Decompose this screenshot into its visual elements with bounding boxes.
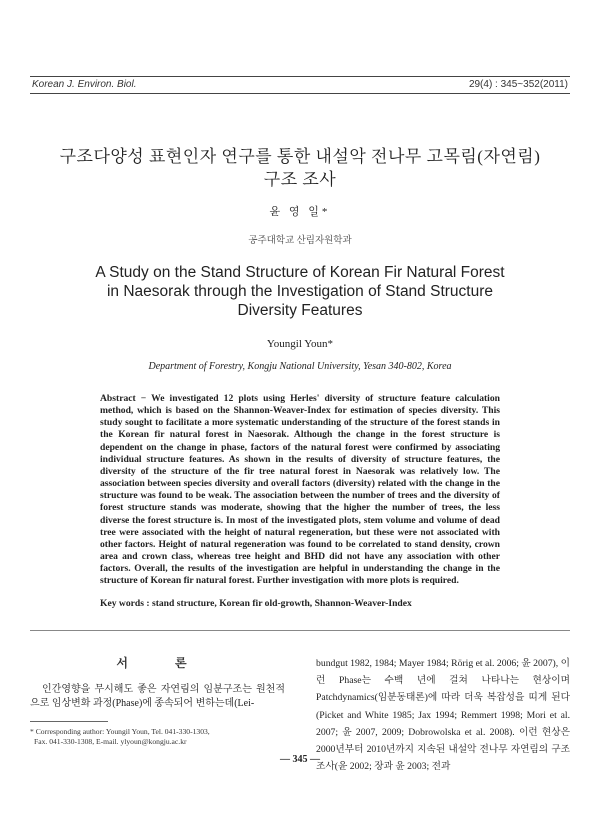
page-number: — 345 — [280,754,320,765]
korean-title-line-2: 구조 조사 [263,170,337,189]
keywords: Key words : stand structure, Korean fir old-growth, Shannon-Weaver-Index [100,598,412,609]
abstract: Abstract − We investigated 12 plots using Herles' diversity of structure feature calculation method, which is based on the Shannon-Weaver-Index for estimation of species diversity. This study sought to facilitate a more systematic understanding of the structure of the forest stands in the Korean fir natural forest in Naesorak. Although the change in the forest structure is dependent on the change in phase, factors of the natural forest were confirmed by associating individual structure features. As shown in the results of diversity of structure features, the diversity of the structure of the fir tree natural forest in Naesorak was relatively low. The association between species diversity and overall factors (diversity) related with the change in the structure was found to be weak. The association between the number of trees and the diversity of forest structure stands was moderate, showing that the higher the number of trees, the less diverse the forest structure is. In most of the investigated plots, stem volume and volume of dead tree were associated with the height of natural regeneration, but these were not associated with other factors. Height of natural regeneration was found to be correlated to stand density, crown area and crown class, whereas tree height and BHD did not have any association with other factors. Overall, the results of the investigation are helpful in understanding the change in the structure of Korean fir natural forest. Further investigation with more plots is required. [100,393,500,587]
korean-affiliation: 공주대학교 산림자원학과 [248,236,352,246]
intro-right-column: bundgut 1982, 1984; Mayer 1984; Rörig et al. 2006; 윤 2007), 이런 Phase는 수백 년에 걸쳐 나타나는 현상이며 Patchdynamics(임분동태론)에 따라 더욱 복잡성을 띠게 된다(Picket and White 1985; Jax 1994; Remmert 1998; Mori et al. 2007; 윤 2007, 2009; Dobrowolska et al. 2008). 이런 현상은 2000년부터 2010년까지 지속된 내설악 전나무 자연림의 구조조사(윤 2002; 장과 윤 2003; 전과 [316,658,570,773]
journal-name: Korean J. Environ. Biol. [32,79,137,90]
english-title-line-3: Diversity Features [237,302,363,319]
english-title [60,263,540,320]
english-author: Youngil Youn* [266,338,334,350]
english-title-line-1: A Study on the Stand Structure of Korean Fir Natural Forest [95,264,505,281]
korean-title-line-1: 구조다양성 표현인자 연구를 통한 내설악 전나무 고목림(자연림) [59,147,541,166]
footnote-rule [30,721,108,722]
header-top-rule [30,76,570,77]
english-title-line-2: in Naesorak through the Investigation of Stand Structure [106,283,493,300]
running-header [30,76,570,94]
section-divider [30,630,570,631]
introduction-heading: 서 론 [116,656,209,670]
korean-author: 윤 영 일* [269,206,331,218]
footnote-line-2: Fax. 041-330-1308, E-mail. ylyoun@kongju.ac.kr [34,737,187,746]
intro-left-column: 인간영향을 무시해도 좋은 자연림의 임분구조는 원천적으로 임상변화 과정(Phase)에 종속되어 변하는데(Lei- [30,684,285,710]
citation: 29(4) : 345~352(2011) [468,79,568,90]
header-bottom-rule [30,93,570,94]
footnote-line-1: * Corresponding author: Youngil Youn, Tel. 041-330-1303, [30,727,210,736]
footnote [30,727,290,747]
english-affiliation: Department of Forestry, Kongju National University, Yesan 340-802, Korea [148,361,452,372]
